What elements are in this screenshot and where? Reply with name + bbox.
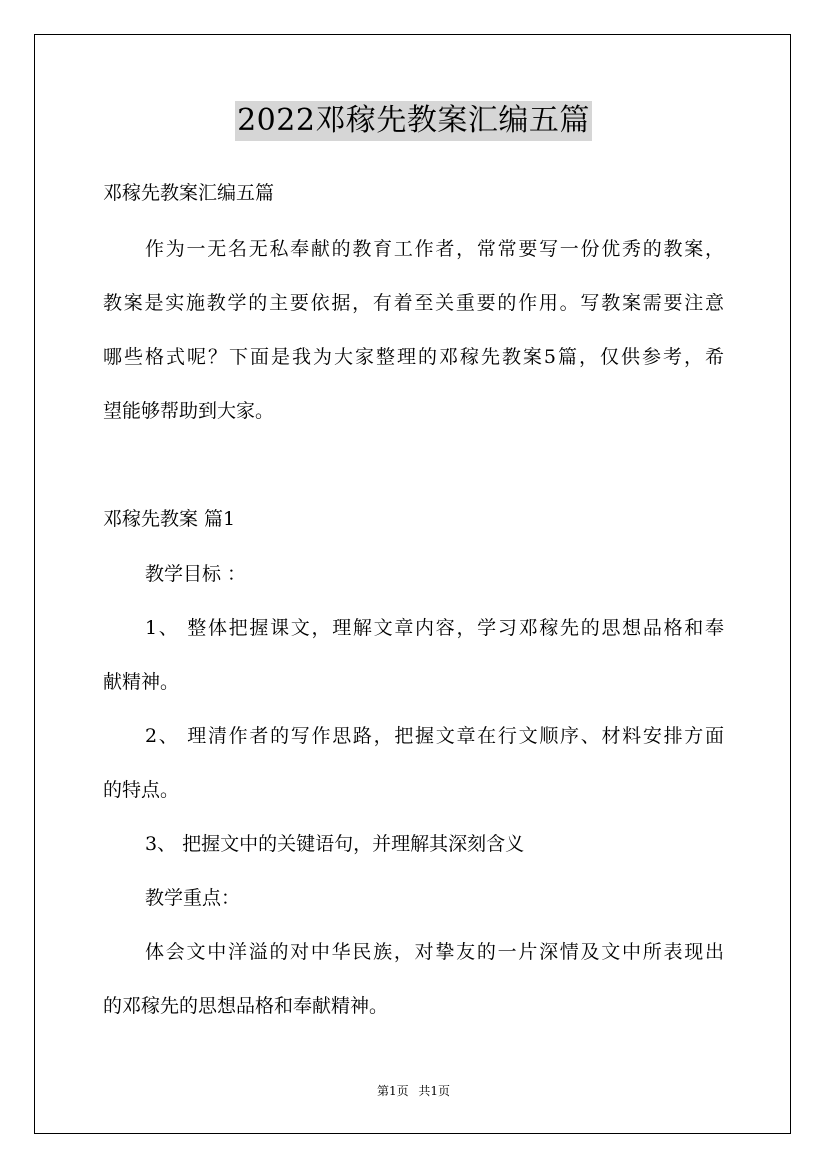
goal-1-line-2: 献精神。 (103, 671, 180, 693)
intro-line-3: 哪些格式呢？下面是我为大家整理的邓稼先教案5篇，仅供参考，希 (103, 346, 724, 368)
key-point-line-1: 体会文中洋溢的对中华民族，对挚友的一片深情及文中所表现出 (145, 941, 724, 963)
intro-line-2: 教案是实施教学的主要依据，有着至关重要的作用。写教案需要注意 (103, 292, 724, 314)
title-container (0, 101, 827, 141)
document-subtitle: 邓稼先教案汇编五篇 (103, 182, 275, 204)
goal-2-line-1: 2、 理清作者的写作思路，把握文章在行文顺序、材料安排方面 (145, 725, 724, 747)
goal-3: 3、 把握文中的关键语句，并理解其深刻含义 (145, 833, 525, 855)
document-title: 2022邓稼先教案汇编五篇 (235, 101, 592, 141)
goal-1-line-1: 1、 整体把握课文，理解文章内容，学习邓稼先的思想品格和奉 (145, 617, 724, 639)
page-number-footer: 第1页 共1页 (376, 1084, 451, 1098)
intro-line-4: 望能够帮助到大家。 (103, 400, 275, 422)
key-point-line-2: 的邓稼先的思想品格和奉献精神。 (103, 995, 389, 1017)
goal-2-line-2: 的特点。 (103, 779, 180, 801)
goals-label: 教学目标 ： (145, 563, 247, 585)
section-heading: 邓稼先教案 篇1 (103, 508, 236, 530)
intro-line-1: 作为一无名无私奉献的教育工作者，常常要写一份优秀的教案， (145, 238, 724, 260)
key-points-label: 教学重点： (145, 887, 241, 909)
